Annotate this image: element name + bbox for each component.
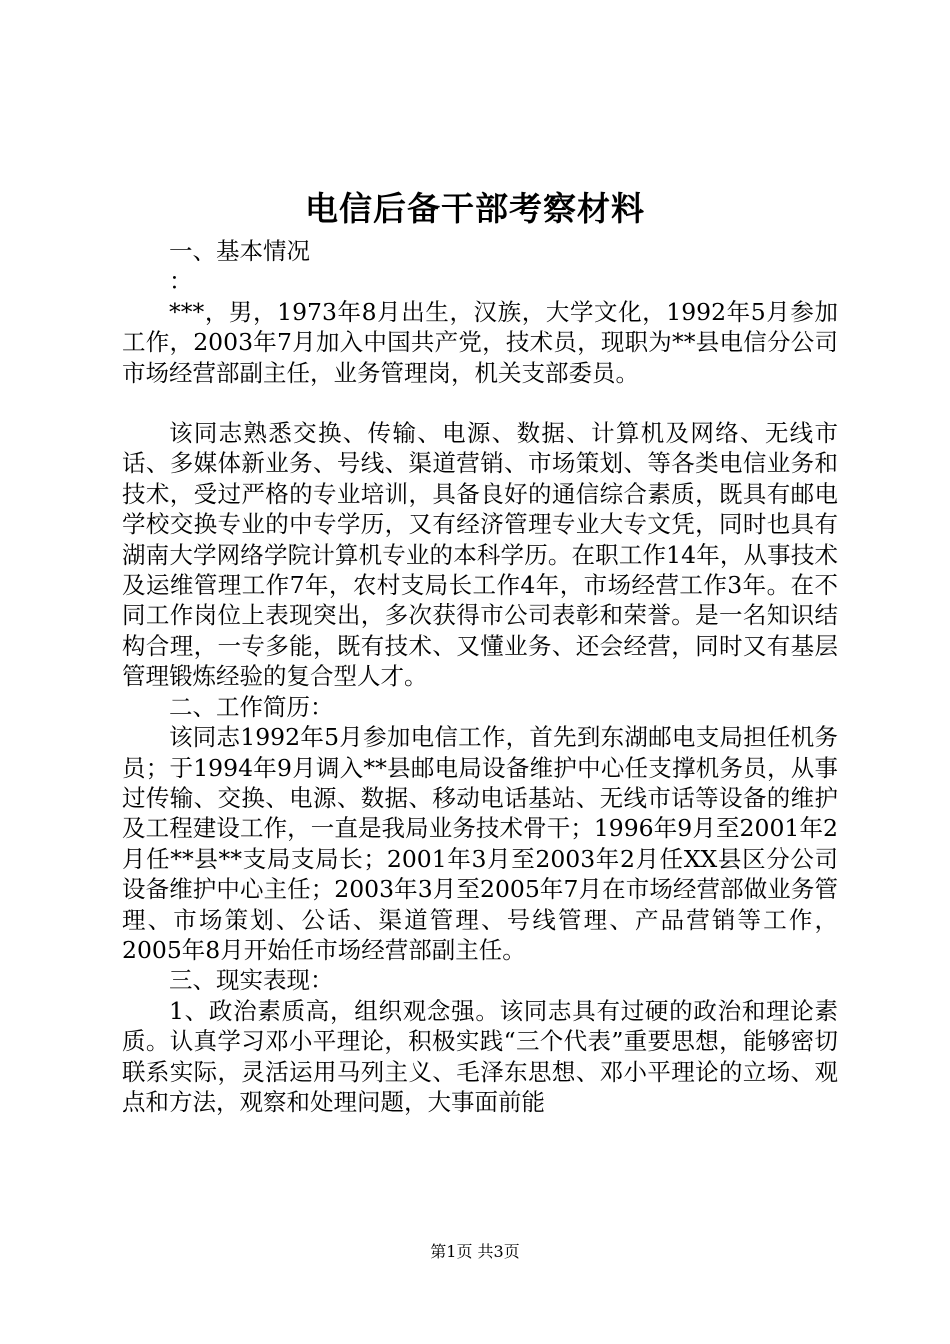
paragraph-gap (122, 388, 838, 418)
paragraph-work-history: 该同志1992年5月参加电信工作，首先到东湖邮电支局担任机务员；于1994年9月调入**县邮电局设备维护中心任支撑机务员，从事过传输、交换、电源、数据、移动电话基站、无线市话等设备的维护及工程建设工作，一直是我局业务技术骨干；1996年9月至2001年2月任**县**支局支局长；2001年3月至2003年2月任XX县区分公司设备维护中心主任；2003年3月至2005年7月在市场经营部做业务管理、市场策划、公话、渠道管理、号线管理、产品营销等工作，2005年8月开始任市场经营部副主任。 (122, 723, 838, 964)
section-heading-history: 二、工作简历： (169, 692, 334, 721)
section-colon: ： (169, 267, 193, 296)
paragraph-performance: 1、政治素质高，组织观念强。该同志具有过硬的政治和理论素质。认真学习邓小平理论，积极实践“三个代表”重要思想，能够密切联系实际，灵活运用马列主义、毛泽东思想、邓小平理论的立场、观点和方法，观察和处理问题，大事面前能 (122, 996, 838, 1116)
section-heading-basic: 一、基本情况 (169, 237, 310, 265)
page-footer: 第1页 共3页 (430, 1242, 520, 1261)
paragraph-basic-info: ***，男，1973年8月出生，汉族，大学文化，1992年5月参加工作，2003年7月加入中国共产党，技术员，现职为**县电信分公司市场经营部副主任，业务管理岗，机关支部委员。 (122, 297, 838, 387)
section-heading-performance: 三、现实表现： (169, 966, 334, 995)
paragraph-skills: 该同志熟悉交换、传输、电源、数据、计算机及网络、无线市话、多媒体新业务、号线、渠道营销、市场策划、等各类电信业务和技术，受过严格的专业培训，具备良好的通信综合素质，既具有邮电学校交换专业的中专学历，又有经济管理专业大专文凭，同时也具有湖南大学网络学院计算机专业的本科学历。在职工作14年，从事技术及运维管理工作7年，农村支局长工作4年，市场经营工作3年。在不同工作岗位上表现突出，多次获得市公司表彰和荣誉。是一名知识结构合理，一专多能，既有技术、又懂业务、还会经营，同时又有基层管理锻炼经验的复合型人才。 (122, 419, 838, 691)
document-body (122, 236, 838, 1117)
document-title: 电信后备干部考察材料 (305, 189, 645, 228)
